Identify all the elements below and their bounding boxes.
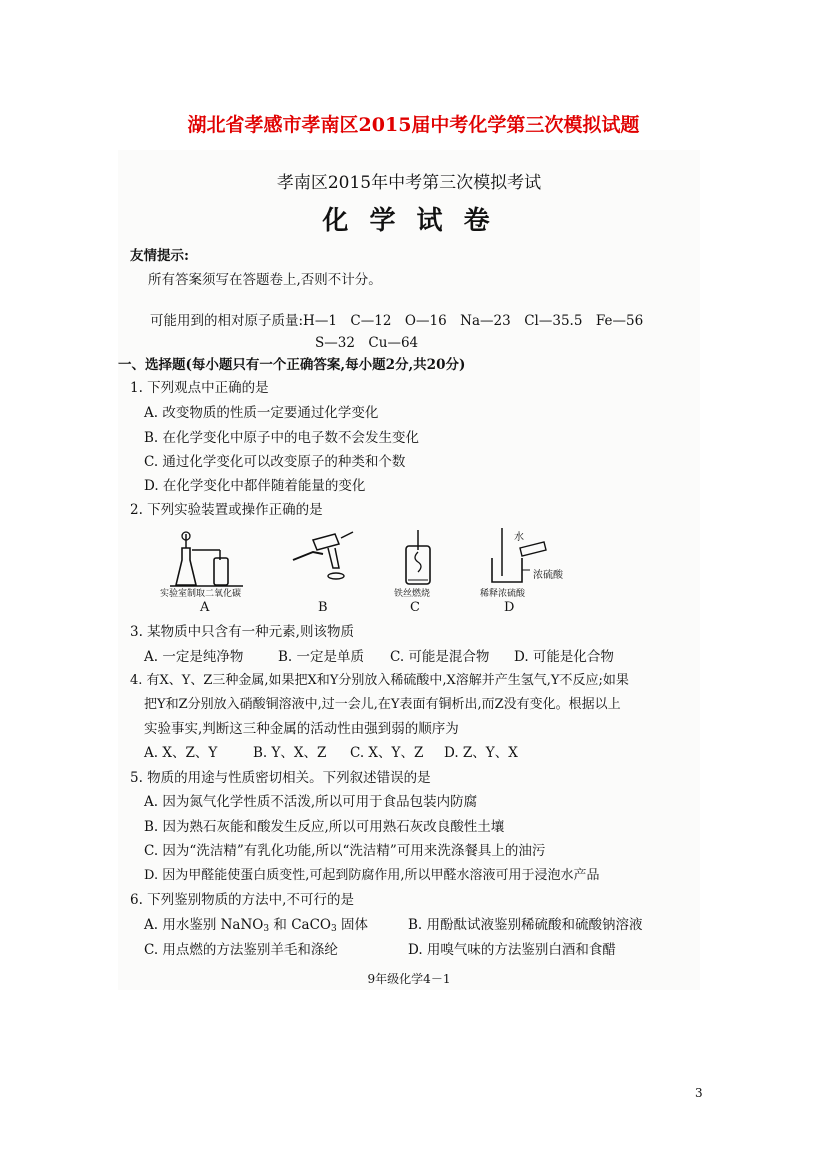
q6-option-d: D. 用嗅气味的方法鉴别白酒和食醋 — [408, 942, 616, 958]
q4-option-a: A. X、Z、Y — [144, 745, 218, 761]
document-title: 湖北省孝感市孝南区2015届中考化学第三次模拟试题 — [187, 114, 640, 136]
q4-line-3: 实验事实,判断这三种金属的活动性由强到弱的顺序为 — [144, 721, 459, 737]
q3-option-c: C. 可能是混合物 — [390, 649, 490, 665]
atomic-mass-line-2: S—32 Cu—64 — [315, 335, 419, 351]
q4-option-c: C. X、Y、Z — [350, 745, 424, 761]
q4-option-b: B. Y、X、Z — [253, 745, 327, 761]
scanned-exam-page — [118, 150, 700, 990]
figure-d-acid-label: 浓硫酸 — [533, 570, 563, 581]
figure-d-label: D — [504, 600, 515, 615]
q1-option-d: D. 在化学变化中都伴随着能量的变化 — [144, 478, 366, 494]
q6-option-b: B. 用酚酞试液鉴别稀硫酸和硫酸钠溶液 — [408, 917, 643, 933]
q1-stem: 1. 下列观点中正确的是 — [130, 380, 269, 396]
q5-option-c: C. 因为“洗洁精”有乳化功能,所以“洗洁精”可用来洗涤餐具上的油污 — [144, 843, 546, 859]
figure-b-label: B — [318, 600, 328, 615]
figure-c-caption: 铁丝燃烧 — [394, 589, 431, 599]
q4-option-d: D. Z、Y、X — [444, 745, 518, 761]
figure-a-co2-apparatus — [168, 530, 248, 590]
q3-option-a: A. 一定是纯净物 — [144, 649, 244, 665]
q6-option-c: C. 用点燃的方法鉴别羊毛和涤纶 — [144, 942, 338, 958]
q6-option-a: A. 用水鉴别 NaNO$_3$ 和 CaCO$_3$ 固体 — [144, 917, 368, 934]
q5-option-b: B. 因为熟石灰能和酸发生反应,所以可用熟石灰改良酸性土壤 — [144, 819, 505, 835]
figure-c-iron-burning — [398, 528, 438, 588]
figure-d-water-label: 水 — [514, 532, 524, 543]
q1-option-b: B. 在化学变化中原子中的电子数不会发生变化 — [144, 430, 420, 446]
q3-option-d: D. 可能是化合物 — [514, 649, 614, 665]
exam-title: 孝南区2015年中考第三次模拟考试 — [276, 173, 542, 193]
q3-stem: 3. 某物质中只含有一种元素,则该物质 — [130, 624, 354, 640]
figure-c-label: C — [410, 600, 420, 615]
q5-option-d: D. 因为甲醛能使蛋白质变性,可起到防腐作用,所以甲醛水溶液可用于浸泡水产品 — [144, 868, 600, 883]
figure-a-caption: 实验室制取二氧化碳 — [160, 589, 242, 599]
q5-option-a: A. 因为氮气化学性质不活泼,所以可用于食品包装内防腐 — [144, 794, 478, 810]
q2-stem: 2. 下列实验装置或操作正确的是 — [130, 502, 323, 518]
page-footer: 9年级化学4－1 — [367, 972, 451, 986]
q4-line-2: 把Y和Z分别放入硝酸铜溶液中,过一会儿,在Y表面有铜析出,而Z没有变化。根据以上 — [144, 697, 621, 712]
figure-d-caption: 稀释浓硫酸 — [480, 589, 526, 599]
q3-option-b: B. 一定是单质 — [278, 649, 365, 665]
q1-option-a: A. 改变物质的性质一定要通过化学变化 — [144, 405, 379, 421]
section-heading: 一、选择题(每小题只有一个正确答案,每小题2分,共20分) — [118, 357, 466, 373]
tips-heading: 友情提示: — [130, 248, 189, 264]
paper-title: 化 学 试 卷 — [322, 206, 496, 236]
tips-text: 所有答案须写在答题卷上,否则不计分。 — [148, 272, 382, 288]
q6-stem: 6. 下列鉴别物质的方法中,不可行的是 — [130, 892, 354, 908]
figure-a-label: A — [200, 600, 210, 615]
atomic-mass-line-1: 可能用到的相对原子质量:H—1 C—12 O—16 Na—23 Cl—35.5 Fe—56 — [150, 313, 644, 329]
q1-option-c: C. 通过化学变化可以改变原子的种类和个数 — [144, 454, 406, 470]
q5-stem: 5. 物质的用途与性质密切相关。下列叙述错误的是 — [130, 770, 431, 786]
q4-line-1: 4. 有X、Y、Z三种金属,如果把X和Y分别放入稀硫酸中,X溶解并产生氢气,Y不反应;如果 — [130, 673, 629, 688]
figure-b-pouring — [283, 530, 363, 590]
page-number: 3 — [695, 1086, 703, 1100]
